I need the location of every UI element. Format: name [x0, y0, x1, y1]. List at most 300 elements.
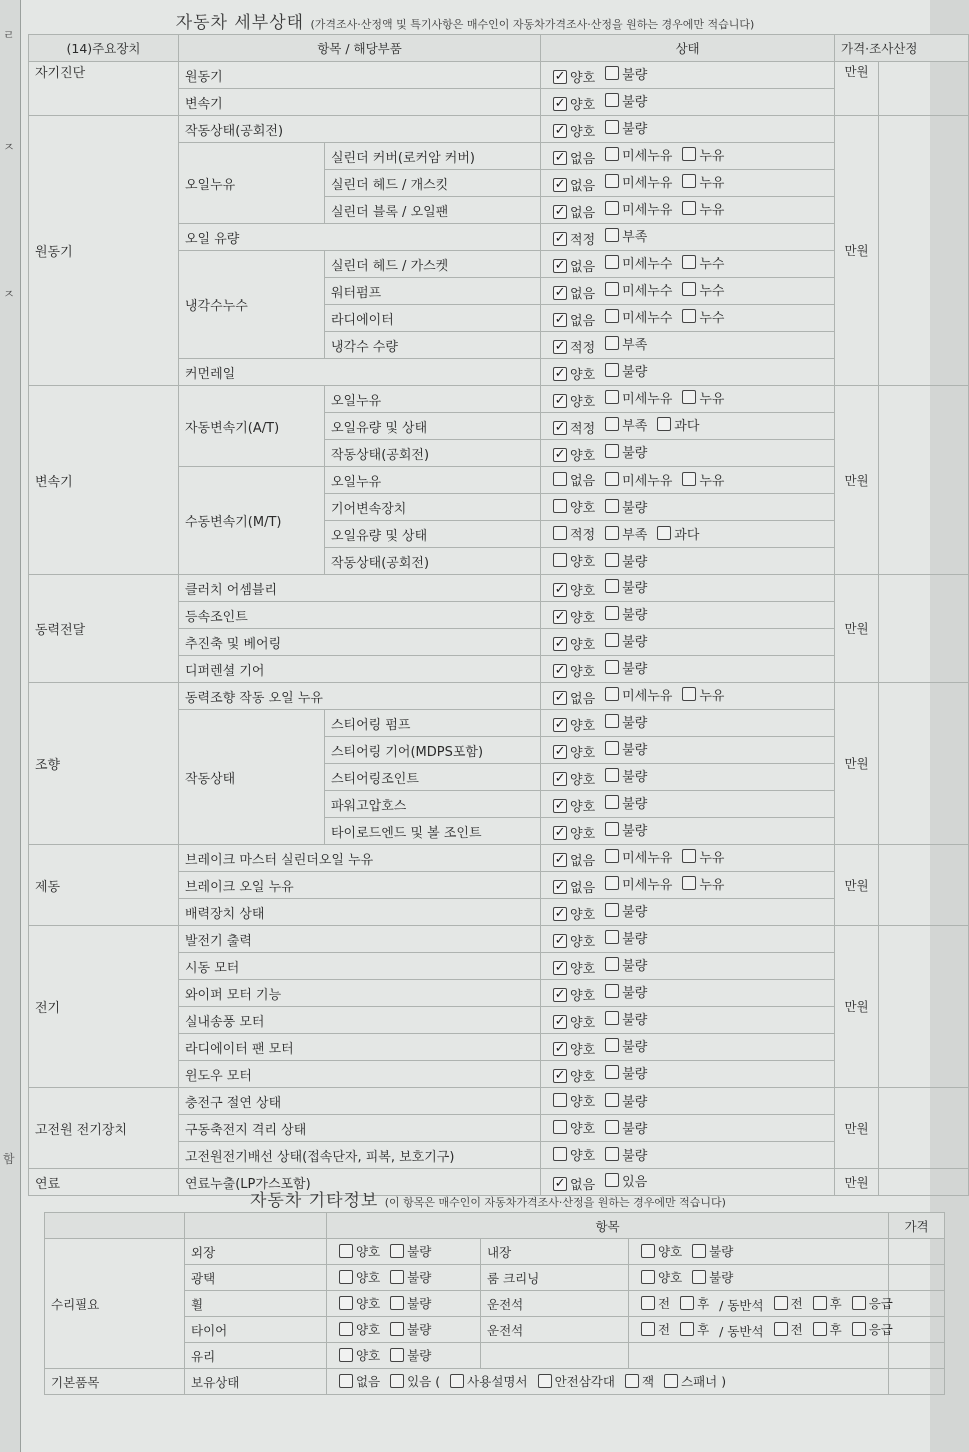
option-label: 불량: [622, 1094, 648, 1110]
status-option[interactable]: [553, 283, 595, 302]
status-option[interactable]: [553, 580, 595, 599]
status-option[interactable]: [553, 445, 595, 464]
checkbox[interactable]: [605, 768, 619, 782]
price-value-cell[interactable]: [879, 62, 969, 116]
status-option[interactable]: [605, 577, 647, 596]
checkbox[interactable]: [605, 309, 619, 323]
status-option[interactable]: [553, 661, 595, 680]
status-option[interactable]: [605, 253, 672, 272]
checked-checkbox[interactable]: ✓: [554, 933, 566, 949]
status-option[interactable]: [605, 685, 672, 704]
status-option[interactable]: [390, 1268, 431, 1286]
status-cell: [541, 467, 835, 494]
checkbox[interactable]: [774, 1322, 788, 1336]
checked-checkbox[interactable]: ✓: [554, 717, 566, 733]
status-option[interactable]: [390, 1242, 431, 1260]
checkbox[interactable]: [680, 1322, 694, 1336]
status-option[interactable]: [605, 1036, 647, 1055]
status-option[interactable]: [605, 982, 647, 1001]
checkbox[interactable]: [605, 660, 619, 674]
checked-checkbox[interactable]: ✓: [554, 366, 566, 382]
status-option[interactable]: [553, 94, 595, 113]
checkbox[interactable]: [682, 876, 696, 890]
option-label: 적정: [570, 341, 596, 357]
status-option[interactable]: [641, 1320, 670, 1338]
option-label: 양호: [570, 611, 596, 627]
item-label: 워터펌프: [325, 278, 541, 305]
checkbox[interactable]: [682, 390, 696, 404]
checkbox[interactable]: [605, 1065, 619, 1079]
checked-checkbox[interactable]: ✓: [554, 393, 566, 409]
status-option[interactable]: [339, 1346, 380, 1364]
status-option[interactable]: [680, 1294, 709, 1312]
status-option[interactable]: [553, 391, 595, 410]
status-option[interactable]: [553, 985, 595, 1004]
checked-checkbox[interactable]: ✓: [554, 879, 566, 895]
status-option[interactable]: [605, 604, 647, 623]
status-option[interactable]: [553, 769, 595, 788]
option-label: 없음: [570, 881, 596, 897]
status-option[interactable]: [682, 874, 724, 893]
status-cell: [541, 278, 835, 305]
status-option[interactable]: [605, 793, 647, 812]
checkbox[interactable]: [605, 553, 619, 567]
checkbox[interactable]: [641, 1322, 655, 1336]
option-label: 양호: [570, 1121, 596, 1137]
status-option[interactable]: [553, 850, 595, 869]
status-option[interactable]: [553, 688, 595, 707]
checkbox[interactable]: [682, 849, 696, 863]
checkbox[interactable]: [605, 499, 619, 513]
status-option[interactable]: [605, 334, 647, 353]
status-option[interactable]: [605, 145, 672, 164]
checked-checkbox[interactable]: ✓: [554, 663, 566, 679]
checkbox[interactable]: [852, 1322, 866, 1336]
checkbox[interactable]: [538, 1374, 552, 1388]
checked-checkbox[interactable]: ✓: [554, 258, 566, 274]
status-option[interactable]: [339, 1372, 380, 1390]
checkbox[interactable]: [605, 822, 619, 836]
option-label: 불량: [622, 94, 648, 110]
status-option[interactable]: [682, 847, 724, 866]
title-note: (가격조사·산정액 및 특기사항은 매수인이 자동차가격조사·산정을 원하는 경우에만 적습니다): [310, 18, 755, 31]
other-title-text: 자동차 기타정보: [250, 1191, 379, 1211]
checkbox[interactable]: [553, 472, 567, 486]
status-option[interactable]: [553, 337, 595, 356]
checked-checkbox[interactable]: ✓: [554, 204, 566, 220]
checkbox[interactable]: [605, 714, 619, 728]
status-option[interactable]: [605, 524, 647, 543]
status-option[interactable]: [719, 1322, 763, 1340]
checkbox[interactable]: [605, 1120, 619, 1134]
checkbox[interactable]: [813, 1322, 827, 1336]
price-value-cell[interactable]: [879, 575, 969, 683]
checked-checkbox[interactable]: ✓: [554, 231, 566, 247]
item-label: 클러치 어셈블리: [179, 575, 541, 602]
checkbox[interactable]: [390, 1322, 404, 1336]
checkbox[interactable]: [682, 201, 696, 215]
price-value-cell[interactable]: [879, 845, 969, 926]
checked-checkbox[interactable]: ✓: [554, 609, 566, 625]
checked-checkbox[interactable]: ✓: [554, 771, 566, 787]
status-option[interactable]: [682, 253, 724, 272]
checkbox[interactable]: [605, 390, 619, 404]
status-option[interactable]: [538, 1372, 615, 1390]
option-label: 불량: [622, 445, 648, 461]
checked-checkbox[interactable]: ✓: [554, 960, 566, 976]
checked-checkbox[interactable]: ✓: [554, 96, 566, 112]
checkbox[interactable]: [553, 1147, 567, 1161]
checked-checkbox[interactable]: ✓: [554, 1176, 566, 1192]
other-info-table: [44, 1212, 945, 1395]
checkbox[interactable]: [605, 472, 619, 486]
status-option[interactable]: [682, 307, 724, 326]
checked-checkbox[interactable]: ✓: [554, 123, 566, 139]
checked-checkbox[interactable]: ✓: [554, 987, 566, 1003]
status-option[interactable]: [852, 1320, 893, 1338]
checkbox[interactable]: [605, 957, 619, 971]
price-value-cell[interactable]: [889, 1369, 945, 1395]
checkbox[interactable]: [605, 876, 619, 890]
price-value-cell[interactable]: [879, 683, 969, 845]
checkbox[interactable]: [852, 1296, 866, 1310]
checkbox[interactable]: [339, 1322, 353, 1336]
price-value-cell[interactable]: [879, 1169, 969, 1196]
status-option[interactable]: [553, 715, 595, 734]
status-option[interactable]: [605, 199, 672, 218]
checked-checkbox[interactable]: ✓: [554, 636, 566, 652]
checkbox[interactable]: [605, 228, 619, 242]
status-option[interactable]: [553, 1145, 595, 1164]
item-label: 브레이크 오일 누유: [179, 872, 541, 899]
checkbox[interactable]: [641, 1244, 655, 1258]
status-option[interactable]: [719, 1296, 763, 1314]
checkbox[interactable]: [682, 282, 696, 296]
checkbox[interactable]: [657, 526, 671, 540]
item-label: 타이로드엔드 및 볼 조인트: [325, 818, 541, 845]
checked-checkbox[interactable]: ✓: [554, 420, 566, 436]
status-option[interactable]: [605, 820, 647, 839]
status-option[interactable]: [553, 634, 595, 653]
price-value-cell[interactable]: [879, 386, 969, 575]
checked-checkbox[interactable]: ✓: [554, 1014, 566, 1030]
status-option[interactable]: [553, 1012, 595, 1031]
status-option[interactable]: [605, 64, 647, 83]
checkbox[interactable]: [605, 930, 619, 944]
checked-checkbox[interactable]: ✓: [554, 150, 566, 166]
status-option[interactable]: [682, 172, 724, 191]
price-value-cell[interactable]: [889, 1265, 945, 1291]
checkbox[interactable]: [682, 255, 696, 269]
checked-checkbox[interactable]: ✓: [554, 744, 566, 760]
status-option[interactable]: [553, 877, 595, 896]
status-option[interactable]: [774, 1294, 803, 1312]
checkbox[interactable]: [657, 417, 671, 431]
option-label: 양호: [570, 71, 596, 87]
checkbox[interactable]: [625, 1374, 639, 1388]
status-option[interactable]: [553, 823, 595, 842]
checkbox[interactable]: [692, 1270, 706, 1284]
checkbox[interactable]: [774, 1296, 788, 1310]
status-option[interactable]: [605, 388, 672, 407]
checkbox[interactable]: [605, 1147, 619, 1161]
status-option[interactable]: [605, 442, 647, 461]
status-option[interactable]: [553, 229, 595, 248]
checkbox[interactable]: [390, 1374, 404, 1388]
checkbox[interactable]: [553, 499, 567, 513]
status-option[interactable]: [605, 280, 672, 299]
status-option[interactable]: [664, 1372, 726, 1390]
status-option[interactable]: [553, 470, 595, 489]
checkbox[interactable]: [390, 1296, 404, 1310]
status-option[interactable]: [605, 91, 647, 110]
checkbox[interactable]: [605, 66, 619, 80]
status-option[interactable]: [852, 1294, 893, 1312]
status-option[interactable]: [553, 497, 595, 516]
checkbox[interactable]: [605, 363, 619, 377]
status-option[interactable]: [682, 470, 724, 489]
status-option[interactable]: [339, 1294, 380, 1312]
checked-checkbox[interactable]: ✓: [554, 447, 566, 463]
status-option[interactable]: [605, 1009, 647, 1028]
checked-checkbox[interactable]: ✓: [554, 285, 566, 301]
status-option[interactable]: [605, 118, 647, 137]
status-option[interactable]: [390, 1372, 440, 1390]
option-label: 불량: [622, 769, 648, 785]
checkbox[interactable]: [605, 336, 619, 350]
status-option[interactable]: [605, 1063, 647, 1082]
checkbox[interactable]: [605, 633, 619, 647]
status-option[interactable]: [605, 497, 647, 516]
checked-checkbox[interactable]: ✓: [554, 906, 566, 922]
price-value-cell[interactable]: [879, 116, 969, 386]
checkbox[interactable]: [553, 1120, 567, 1134]
option-label: 불량: [622, 985, 648, 1001]
status-option[interactable]: [605, 631, 647, 650]
status-option[interactable]: [553, 121, 595, 140]
checked-checkbox[interactable]: ✓: [554, 798, 566, 814]
status-option[interactable]: [553, 958, 595, 977]
checkbox[interactable]: [605, 93, 619, 107]
status-option[interactable]: [339, 1268, 380, 1286]
checkbox[interactable]: [605, 444, 619, 458]
checkbox[interactable]: [682, 687, 696, 701]
status-option[interactable]: [605, 955, 647, 974]
status-option[interactable]: [605, 658, 647, 677]
status-option[interactable]: [553, 1118, 595, 1137]
checkbox[interactable]: [605, 417, 619, 431]
status-option[interactable]: [605, 847, 672, 866]
table-row: [29, 845, 969, 872]
checkbox[interactable]: [339, 1374, 353, 1388]
status-option[interactable]: [605, 361, 647, 380]
checkbox[interactable]: [682, 309, 696, 323]
checkbox[interactable]: [605, 984, 619, 998]
checkbox[interactable]: [605, 255, 619, 269]
checkbox[interactable]: [390, 1244, 404, 1258]
checkbox[interactable]: [605, 174, 619, 188]
status-option[interactable]: [605, 1145, 647, 1164]
table-row: [29, 926, 969, 953]
status-option[interactable]: [553, 418, 595, 437]
status-option[interactable]: [605, 928, 647, 947]
status-option[interactable]: [553, 607, 595, 626]
status-option[interactable]: [605, 226, 647, 245]
price-value-cell[interactable]: [879, 1088, 969, 1169]
checked-checkbox[interactable]: ✓: [554, 825, 566, 841]
status-option[interactable]: [605, 766, 647, 785]
status-option[interactable]: [657, 415, 699, 434]
status-option[interactable]: [553, 67, 595, 86]
checkbox[interactable]: [553, 1093, 567, 1107]
checkbox[interactable]: [605, 1038, 619, 1052]
checkbox[interactable]: [605, 687, 619, 701]
checkbox[interactable]: [605, 741, 619, 755]
checkbox[interactable]: [605, 579, 619, 593]
checked-checkbox[interactable]: ✓: [554, 69, 566, 85]
status-option[interactable]: [339, 1242, 380, 1260]
status-option[interactable]: [605, 901, 647, 920]
checkbox[interactable]: [553, 526, 567, 540]
status-option[interactable]: [553, 742, 595, 761]
status-option[interactable]: [553, 1066, 595, 1085]
checkbox[interactable]: [641, 1296, 655, 1310]
checkbox[interactable]: [390, 1348, 404, 1362]
option-label: 없음: [570, 854, 596, 870]
checkbox[interactable]: [813, 1296, 827, 1310]
checkbox[interactable]: [450, 1374, 464, 1388]
status-option[interactable]: [605, 739, 647, 758]
status-option[interactable]: [553, 1091, 595, 1110]
status-option[interactable]: [813, 1294, 842, 1312]
checkbox[interactable]: [605, 1093, 619, 1107]
checkbox[interactable]: [605, 606, 619, 620]
item-label: 스티어링 펌프: [325, 710, 541, 737]
checkbox[interactable]: [605, 526, 619, 540]
checkbox[interactable]: [682, 147, 696, 161]
status-option[interactable]: [680, 1320, 709, 1338]
checkbox[interactable]: [605, 147, 619, 161]
checkbox[interactable]: [605, 903, 619, 917]
price-value-cell[interactable]: [879, 926, 969, 1088]
status-option[interactable]: [605, 1091, 647, 1110]
status-option[interactable]: [605, 415, 647, 434]
status-option[interactable]: [682, 280, 724, 299]
checkbox[interactable]: [605, 201, 619, 215]
status-option[interactable]: [553, 310, 595, 329]
status-option[interactable]: [339, 1320, 380, 1338]
checkbox[interactable]: [339, 1296, 353, 1310]
checked-checkbox[interactable]: ✓: [554, 1041, 566, 1057]
status-option[interactable]: [390, 1346, 431, 1364]
checkbox[interactable]: [692, 1244, 706, 1258]
status-option[interactable]: [553, 1039, 595, 1058]
checkbox[interactable]: [553, 553, 567, 567]
status-option[interactable]: [813, 1320, 842, 1338]
item2-label: 룸 크리닝: [481, 1265, 629, 1291]
status-option[interactable]: [553, 904, 595, 923]
status-option[interactable]: [605, 470, 672, 489]
status-option[interactable]: [390, 1294, 431, 1312]
status-option[interactable]: [682, 388, 724, 407]
status-option[interactable]: [605, 1118, 647, 1137]
price-value-cell[interactable]: [889, 1343, 945, 1369]
option-label: 있음: [622, 1174, 648, 1190]
checked-checkbox[interactable]: ✓: [554, 312, 566, 328]
checked-checkbox[interactable]: ✓: [554, 690, 566, 706]
checkbox[interactable]: [339, 1348, 353, 1362]
group-label: 수리필요: [45, 1239, 185, 1369]
status-option[interactable]: [450, 1372, 527, 1390]
checkbox[interactable]: [605, 120, 619, 134]
status-option[interactable]: [682, 145, 724, 164]
checkbox[interactable]: [339, 1244, 353, 1258]
status-option[interactable]: [553, 175, 595, 194]
status-option[interactable]: [657, 524, 699, 543]
status-option[interactable]: [553, 931, 595, 950]
checked-checkbox[interactable]: ✓: [554, 177, 566, 193]
item-label: 배력장치 상태: [179, 899, 541, 926]
status-option[interactable]: [605, 712, 647, 731]
item-label: 커먼레일: [179, 359, 541, 386]
checked-checkbox[interactable]: ✓: [554, 582, 566, 598]
status-option[interactable]: [553, 256, 595, 275]
status-cell: [541, 818, 835, 845]
checkbox[interactable]: [680, 1296, 694, 1310]
checkbox[interactable]: [641, 1270, 655, 1284]
status-option[interactable]: [553, 796, 595, 815]
option-label: 누유: [699, 391, 725, 407]
checkbox[interactable]: [390, 1270, 404, 1284]
status-option[interactable]: [390, 1320, 431, 1338]
checkbox[interactable]: [682, 174, 696, 188]
status-option[interactable]: [682, 199, 724, 218]
status-option[interactable]: [682, 685, 724, 704]
status-option[interactable]: [641, 1294, 670, 1312]
status-option[interactable]: [605, 307, 672, 326]
status-cell: [327, 1369, 889, 1395]
checked-checkbox[interactable]: ✓: [554, 1068, 566, 1084]
option-label: 전: [658, 1321, 671, 1337]
status-option[interactable]: [641, 1242, 682, 1260]
checkbox[interactable]: [664, 1374, 678, 1388]
checked-checkbox[interactable]: ✓: [554, 339, 566, 355]
status-option[interactable]: [553, 551, 595, 570]
checkbox[interactable]: [605, 1011, 619, 1025]
checked-checkbox[interactable]: ✓: [554, 852, 566, 868]
status-option[interactable]: [553, 202, 595, 221]
status-option[interactable]: [553, 524, 595, 543]
checkbox[interactable]: [682, 472, 696, 486]
status-option[interactable]: [553, 364, 595, 383]
status-option[interactable]: [641, 1268, 682, 1286]
status-option[interactable]: [774, 1320, 803, 1338]
status-option[interactable]: [692, 1242, 733, 1260]
status-option[interactable]: [553, 148, 595, 167]
option-label: 불량: [622, 607, 648, 623]
status-option[interactable]: [605, 874, 672, 893]
status-option[interactable]: [692, 1268, 733, 1286]
checkbox[interactable]: [605, 849, 619, 863]
status-option[interactable]: [625, 1372, 654, 1390]
checkbox[interactable]: [605, 282, 619, 296]
checkbox[interactable]: [605, 795, 619, 809]
price-value-cell[interactable]: [889, 1239, 945, 1265]
status-option[interactable]: [605, 172, 672, 191]
status-cell: [541, 386, 835, 413]
status-option[interactable]: [605, 551, 647, 570]
checkbox[interactable]: [339, 1270, 353, 1284]
